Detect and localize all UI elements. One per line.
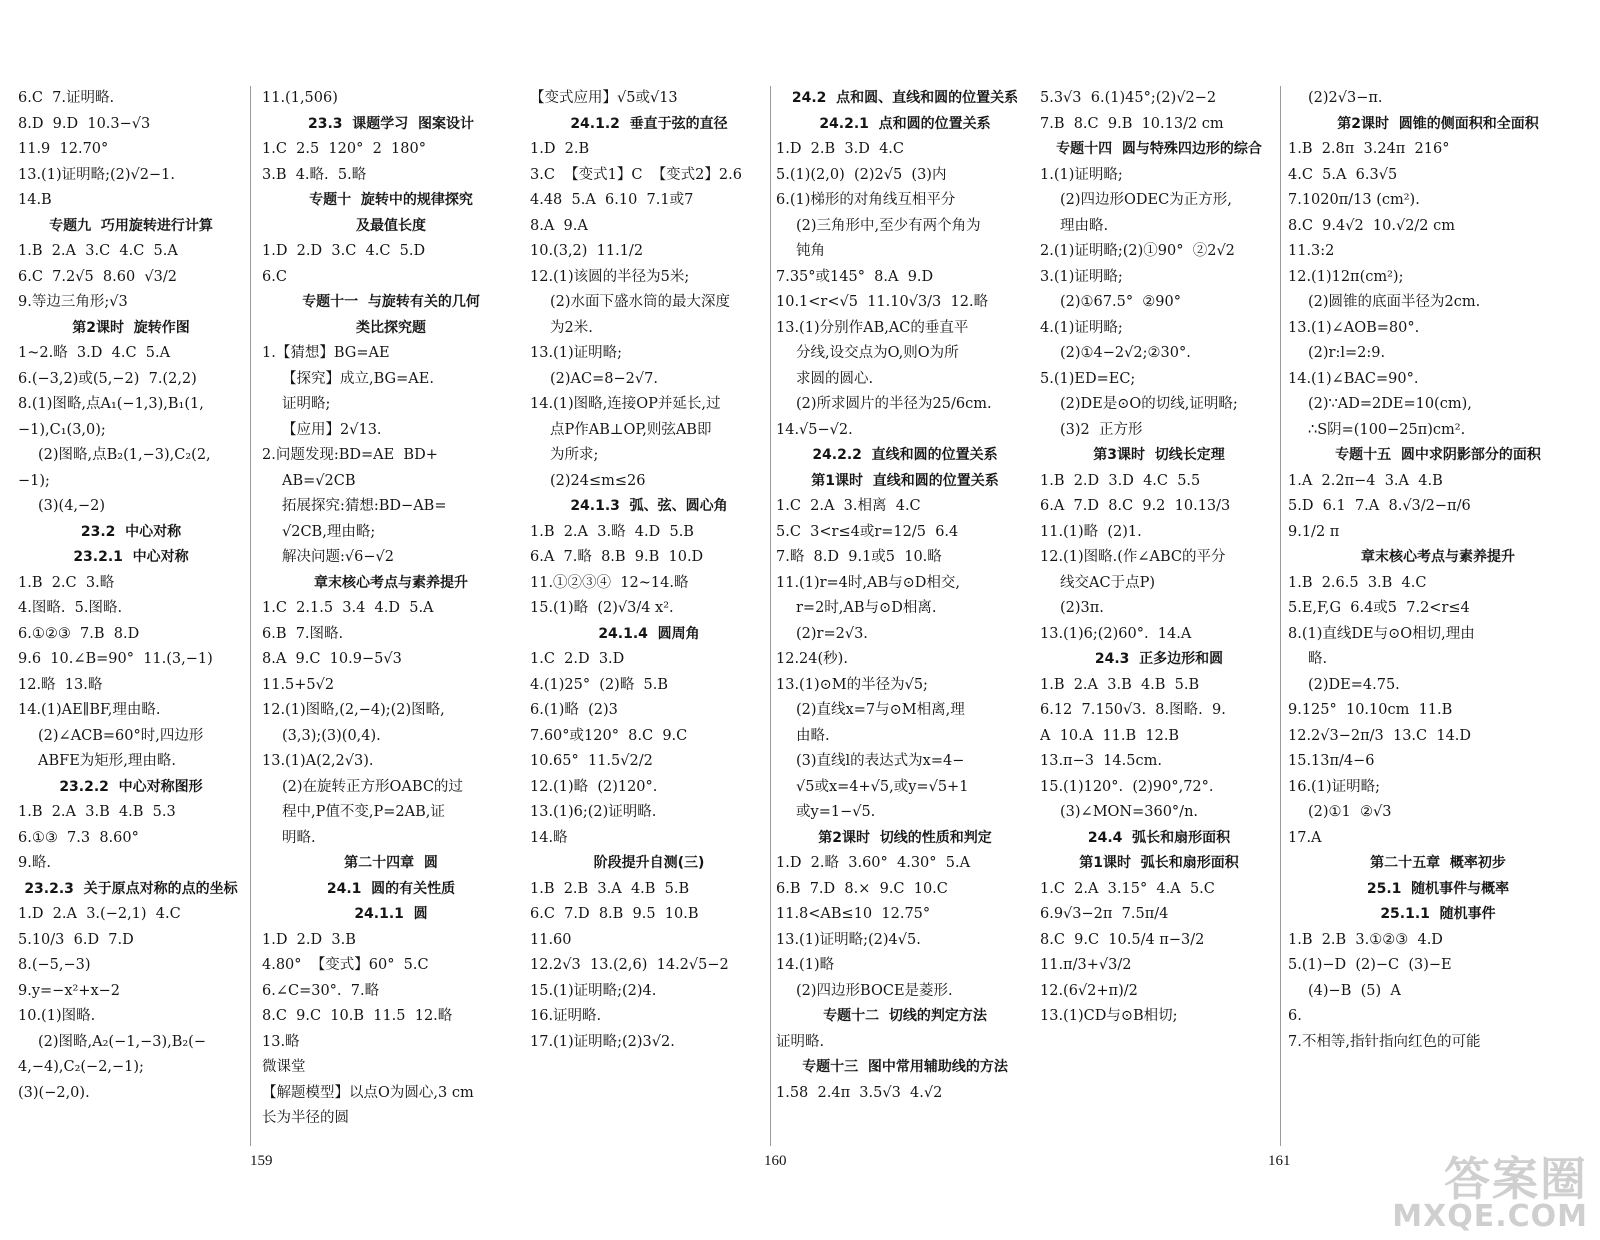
section-heading: 24.2 点和圆、直线和圆的位置关系	[791, 90, 1019, 106]
answer-line: (3,3);(3)(0,4).	[282, 727, 381, 744]
section-heading: 第二十五章 概率初步	[1370, 855, 1506, 871]
answer-line: 5.(1)(2,0) (2)2√5 (3)内	[776, 166, 947, 183]
answer-line: 8.C 9.C 10.5/4 π−3/2	[1040, 931, 1205, 948]
answer-line: 17.A	[1288, 829, 1322, 846]
answer-line: 1.B 2.A 3.B 4.B 5.B	[1040, 676, 1200, 693]
answer-line: 【解题模型】以点O为圆心,3 cm	[262, 1084, 474, 1101]
answer-line: (2)AC=8−2√7.	[550, 370, 658, 387]
answer-line: 或y=1−√5.	[796, 804, 876, 820]
answer-line: 3.C 【变式1】C 【变式2】2.6	[530, 166, 742, 183]
answer-line: 8.C 9.C 10.B 11.5 12.略	[262, 1008, 453, 1024]
answer-line: 1.B 2.D 3.D 4.C 5.5	[1040, 472, 1201, 489]
answer-line: 6.12 7.150√3. 8.图略. 9.	[1040, 702, 1226, 718]
answer-line: 15.(1)证明略;(2)4.	[530, 982, 657, 999]
answer-line: (2)图略,点B₂(1,−3),C₂(2,	[38, 447, 211, 463]
answer-line: 6.B 7.图略.	[262, 625, 344, 642]
answer-line: (2)所求圆片的半径为25/6cm.	[796, 396, 992, 412]
answer-line: 15.13π/4−6	[1288, 753, 1375, 769]
answer-line: 1.B 2.8π 3.24π 216°	[1288, 141, 1450, 157]
answer-line: 12.(6√2+π)/2	[1040, 982, 1138, 999]
section-heading: 阶段提升自测(三)	[593, 855, 705, 871]
section-heading: 专题十四 圆与特殊四边形的综合	[1056, 141, 1262, 157]
answer-line: 4.C 5.A 6.3√5	[1288, 166, 1398, 183]
answer-line: (2)①67.5° ②90°	[1060, 294, 1181, 310]
watermark-title: 答案圈	[1444, 1152, 1588, 1206]
section-heading: 第1课时 直线和圆的位置关系	[811, 472, 999, 489]
section-heading: 24.1 圆的有关性质	[326, 880, 456, 897]
answer-line: 14.略	[530, 829, 568, 846]
answer-line: (2)∵AD=2DE=10(cm),	[1308, 396, 1472, 412]
answer-line: 13.(1)6;(2)60°. 14.A	[1040, 625, 1192, 642]
section-heading: 第二十四章 圆	[344, 855, 438, 871]
answer-line: 6.C 7.证明略.	[18, 90, 115, 106]
answer-line: 11.(1,506)	[262, 90, 338, 106]
answer-line: 5.E,F,G 6.4或5 7.2<r≤4	[1288, 600, 1470, 616]
answer-line: 14.(1)AE∥BF,理由略.	[18, 702, 161, 718]
answer-line: 求圆的圆心.	[796, 370, 874, 387]
answer-line: 1.D 2.B 3.D 4.C	[776, 141, 904, 157]
answer-line: 13.(1)⊙M的半径为√5;	[776, 676, 928, 693]
answer-line: 12.(1)图略,(2,−4);(2)图略,	[262, 702, 445, 718]
answer-line: 4.(1)25° (2)略 5.B	[530, 676, 669, 693]
section-heading: 24.1.2 垂直于弦的直径	[570, 115, 728, 132]
answer-line: 1.D 2.略 3.60° 4.30° 5.A	[776, 855, 971, 871]
section-heading: 第1课时 弧长和扇形面积	[1079, 855, 1239, 871]
section-heading: 专题十二 切线的判定方法	[823, 1008, 987, 1024]
answer-line: 11.5+5√2	[262, 676, 335, 693]
answer-line: 4.48 5.A 6.10 7.1或7	[530, 192, 694, 208]
answer-line: 10.65° 11.5√2/2	[530, 753, 653, 769]
page-number-160: 160	[764, 1153, 787, 1169]
answer-line: 【变式应用】√5或√13	[530, 90, 678, 106]
answer-line: 【应用】2√13.	[282, 421, 382, 438]
answer-line: 证明略.	[776, 1033, 825, 1050]
answer-line: 1.58 2.4π 3.5√3 4.√2	[776, 1084, 943, 1101]
answer-line: 6.(−3,2)或(5,−2) 7.(2,2)	[18, 370, 197, 387]
answer-line: 8.D 9.D 10.3−√3	[18, 115, 151, 132]
answer-line: 7.1020π/13 (cm²).	[1288, 192, 1420, 208]
answer-line: A 10.A 11.B 12.B	[1040, 727, 1180, 744]
answer-line: 5.C 3<r≤4或r=12/5 6.4	[776, 523, 959, 540]
answer-line: 8.(−5,−3)	[18, 957, 91, 973]
answer-line: 线交AC于点P)	[1060, 574, 1155, 591]
watermark-url: MXQE.COM	[1392, 1199, 1588, 1234]
answer-line: 7.35°或145° 8.A 9.D	[776, 268, 934, 285]
answer-line: (2)图略,A₂(−1,−3),B₂(−	[38, 1033, 206, 1050]
section-heading: 专题十五 圆中求阴影部分的面积	[1335, 447, 1541, 463]
answer-column-3	[530, 86, 768, 1160]
answer-line: 1.C 2.D 3.D	[530, 651, 625, 667]
answer-line: (2)①4−2√2;②30°.	[1060, 345, 1191, 361]
answer-line: 16.(1)证明略;	[1288, 778, 1380, 795]
section-heading: 24.2.1 点和圆的位置关系	[819, 115, 991, 132]
answer-line: 5.D 6.1 7.A 8.√3/2−π/6	[1288, 498, 1471, 514]
answer-line: 3.B 4.略. 5.略	[262, 166, 367, 183]
answer-line: (2)r=2√3.	[796, 625, 868, 642]
section-heading: 23.2.1 中心对称	[73, 549, 189, 565]
answer-line: (2)①1 ②√3	[1308, 804, 1392, 820]
answer-line: (3)直线l的表达式为x=4−	[796, 753, 965, 769]
answer-line: 1.D 2.B	[530, 141, 590, 157]
answer-line: 6.C 7.2√5 8.60 √3/2	[18, 268, 177, 285]
answer-line: ∴S阴=(100−25π)cm².	[1308, 421, 1466, 438]
section-heading: 25.1 随机事件与概率	[1366, 880, 1510, 897]
answer-line: 1.B 2.6.5 3.B 4.C	[1288, 574, 1427, 591]
column-divider	[250, 86, 251, 1146]
section-heading: 第2课时 旋转作图	[72, 319, 190, 336]
answer-line: 13.(1)∠AOB=80°.	[1288, 319, 1420, 336]
column-divider	[770, 86, 771, 1146]
answer-column-5	[1040, 86, 1278, 1160]
answer-line: 1.D 2.A 3.(−2,1) 4.C	[18, 906, 181, 922]
answer-line: 8.A 9.A	[530, 217, 588, 234]
watermark-logo	[1392, 1152, 1588, 1234]
answer-line: 3.(1)证明略;	[1040, 268, 1123, 285]
column-divider	[1280, 86, 1281, 1146]
answer-line: −1);	[18, 472, 50, 489]
answer-line: r=2时,AB与⊙D相离.	[796, 600, 937, 616]
answer-line: 13.(1)证明略;(2)√2−1.	[18, 166, 175, 183]
section-heading: 专题十 旋转中的规律探究	[309, 192, 473, 208]
answer-line: 解决问题:√6−√2	[282, 549, 394, 565]
answer-line: (2)r:l=2:9.	[1308, 345, 1386, 361]
answer-line: 10.(1)图略.	[18, 1008, 96, 1024]
answer-line: 4,−4),C₂(−2,−1);	[18, 1059, 144, 1075]
section-heading: 24.1.3 弧、弦、圆心角	[570, 498, 728, 514]
answer-column-6	[1288, 86, 1588, 1160]
answer-line: 1.D 2.D 3.C 4.C 5.D	[262, 243, 426, 259]
answer-line: 11.9 12.70°	[18, 141, 109, 157]
answer-line: 12.(1)该圆的半径为5米;	[530, 268, 690, 285]
answer-line: 12.24(秒).	[776, 651, 848, 667]
answer-line: 13.(1)证明略;(2)4√5.	[776, 931, 921, 948]
answer-line: 13.π−3 14.5cm.	[1040, 753, 1162, 769]
answer-line: AB=√2CB	[282, 472, 356, 489]
answer-line: 9.6 10.∠B=90° 11.(3,−1)	[18, 651, 213, 667]
answer-line: 6.①③ 7.3 8.60°	[18, 829, 139, 846]
answer-line: 为2米.	[550, 319, 593, 336]
answer-line: 12.(1)12π(cm²);	[1288, 268, 1404, 285]
answer-line: 14.(1)图略,连接OP并延长,过	[530, 396, 721, 412]
answer-line: 11.3:2	[1288, 243, 1335, 259]
answer-line: 14.(1)略	[776, 957, 835, 973]
answer-line: (2)2√3−π.	[1308, 90, 1383, 106]
answer-line: 1.B 2.B 3.①②③ 4.D	[1288, 931, 1443, 948]
answer-line: 6.A 7.略 8.B 9.B 10.D	[530, 549, 704, 565]
answer-line: 9.略.	[18, 855, 51, 871]
answer-line: 8.C 9.4√2 10.√2/2 cm	[1288, 217, 1456, 234]
section-heading: 24.1.4 圆周角	[598, 625, 700, 642]
answer-line: 8.A 9.C 10.9−5√3	[262, 651, 402, 667]
answer-line: 10.1<r<√5 11.10√3/3 12.略	[776, 294, 989, 310]
answer-line: 2.问题发现:BD=AE BD+	[262, 447, 438, 463]
answer-line: 4.80° 【变式】60° 5.C	[262, 957, 429, 973]
answer-line: 12.2√3 13.(2,6) 14.2√5−2	[530, 957, 729, 973]
answer-line: 11.(1)r=4时,AB与⊙D相交,	[776, 574, 961, 591]
answer-line: 分线,设交点为O,则O为所	[796, 345, 959, 361]
answer-line: √2CB,理由略;	[282, 523, 376, 540]
answer-line: 11.π/3+√3/2	[1040, 957, 1132, 973]
answer-line: 13.(1)分别作AB,AC的垂直平	[776, 319, 969, 336]
section-heading: 类比探究题	[356, 319, 426, 336]
answer-line: 证明略;	[282, 396, 331, 412]
answer-line: 拓展探究:猜想:BD−AB=	[282, 498, 447, 514]
answer-line: 6.(1)略 (2)3	[530, 702, 618, 718]
section-heading: 24.2.2 直线和圆的位置关系	[812, 447, 998, 463]
answer-line: (2)三角形中,至少有两个角为	[796, 217, 981, 234]
page-number-161: 161	[1268, 1153, 1291, 1169]
section-heading: 专题十一 与旋转有关的几何	[302, 294, 480, 310]
answer-line: 9.y=−x²+x−2	[18, 982, 121, 999]
answer-line: (2)四边形ODEC为正方形,	[1060, 192, 1232, 208]
answer-line: (2)水面下盛水筒的最大深度	[550, 294, 731, 310]
answer-column-2	[262, 86, 520, 1160]
answer-line: 6.C	[262, 268, 287, 285]
answer-line: 7.B 8.C 9.B 10.13/2 cm	[1040, 115, 1224, 132]
section-heading: 23.2 中心对称	[80, 523, 182, 540]
answer-line: 9.1/2 π	[1288, 523, 1340, 540]
section-heading: 25.1.1 随机事件	[1380, 906, 1496, 922]
answer-line: 11.8<AB≤10 12.75°	[776, 906, 931, 922]
answer-line: (3)∠MON=360°/n.	[1060, 804, 1199, 820]
answer-line: 1.B 2.A 3.B 4.B 5.3	[18, 804, 176, 820]
answer-line: 11.60	[530, 931, 572, 948]
answer-line: 1.C 2.A 3.15° 4.A 5.C	[1040, 880, 1215, 897]
answer-line: 点P作AB⊥OP,则弦AB即	[550, 421, 712, 438]
section-heading: 及最值长度	[356, 217, 426, 234]
answer-line: 6.(1)梯形的对角线互相平分	[776, 192, 956, 208]
answer-line: 15.(1)120°. (2)90°,72°.	[1040, 778, 1214, 795]
answer-line: 9.125° 10.10cm 11.B	[1288, 702, 1453, 718]
answer-line: 9.等边三角形;√3	[18, 294, 128, 310]
answer-line: 微课堂	[262, 1059, 306, 1075]
page-number-159: 159	[250, 1153, 273, 1169]
answer-line: (2)直线x=7与⊙M相离,理	[796, 702, 965, 718]
answer-line: 12.(1)略 (2)120°.	[530, 778, 658, 795]
answer-line: (2)DE是⊙O的切线,证明略;	[1060, 396, 1238, 412]
answer-line: (4)−B (5) A	[1308, 982, 1401, 999]
answer-line: 13.(1)A(2,2√3).	[262, 753, 374, 769]
answer-line: (2)∠ACB=60°时,四边形	[38, 727, 204, 744]
answer-line: 略.	[1308, 651, 1328, 667]
section-heading: 专题九 巧用旋转进行计算	[49, 217, 213, 234]
answer-line: 1.A 2.2π−4 3.A 4.B	[1288, 472, 1443, 489]
answer-line: (3)(4,−2)	[38, 498, 106, 514]
answer-line: 8.(1)图略,点A₁(−1,3),B₁(1,	[18, 396, 204, 412]
answer-line: 钝角	[796, 243, 825, 259]
answer-line: 为所求;	[550, 447, 599, 463]
answer-line: 6.∠C=30°. 7.略	[262, 982, 380, 999]
answer-line: 13.(1)证明略;	[530, 345, 622, 361]
answer-line: 5.10/3 6.D 7.D	[18, 931, 134, 948]
answer-line: 2.(1)证明略;(2)①90° ②2√2	[1040, 243, 1235, 259]
answer-line: 14.B	[18, 192, 52, 208]
answer-line: 程中,P值不变,P=2AB,证	[282, 804, 445, 820]
answer-line: (2)在旋转正方形OABC的过	[282, 778, 463, 795]
section-heading: 24.1.1 圆	[354, 906, 428, 922]
answer-line: 6.①②③ 7.B 8.D	[18, 625, 140, 642]
answer-line: 6.B 7.D 8.× 9.C 10.C	[776, 880, 948, 897]
section-heading: 章末核心考点与素养提升	[1361, 549, 1515, 565]
answer-line: 6.9√3−2π 7.5π/4	[1040, 906, 1169, 922]
answer-line: 6.C 7.D 8.B 9.5 10.B	[530, 906, 699, 922]
answer-line: 12.(1)图略.(作∠ABC的平分	[1040, 549, 1226, 565]
answer-line: 1.B 2.B 3.A 4.B 5.B	[530, 880, 690, 897]
answer-line: ABFE为矩形,理由略.	[38, 753, 176, 769]
answer-column-4	[776, 86, 1034, 1160]
answer-line: 1.B 2.C 3.略	[18, 574, 115, 591]
answer-line: √5或x=4+√5,或y=√5+1	[796, 778, 969, 795]
section-heading: 23.2.3 关于原点对称的点的坐标	[24, 880, 238, 897]
answer-line: 明略.	[282, 829, 316, 846]
answer-line: 15.(1)略 (2)√3/4 x².	[530, 600, 674, 616]
section-heading: 第2课时 圆锥的侧面积和全面积	[1337, 115, 1539, 132]
answer-line: 1.C 2.1.5 3.4 4.D 5.A	[262, 600, 434, 616]
answer-line: 4.(1)证明略;	[1040, 319, 1123, 336]
section-heading: 23.2.2 中心对称图形	[59, 778, 203, 795]
answer-line: 12.2√3−2π/3 13.C 14.D	[1288, 727, 1472, 744]
answer-line: 1.C 2.5 120° 2 180°	[262, 141, 426, 157]
answer-line: 1.(1)证明略;	[1040, 166, 1123, 183]
answer-line: 11.①②③④ 12~14.略	[530, 574, 689, 591]
answer-line: 7.60°或120° 8.C 9.C	[530, 727, 688, 744]
section-heading: 章末核心考点与素养提升	[314, 574, 468, 591]
answer-line: 16.证明略.	[530, 1008, 602, 1024]
answer-line: 14.√5−√2.	[776, 421, 853, 438]
answer-line: 13.(1)6;(2)证明略.	[530, 804, 657, 820]
answer-line: 5.(1)−D (2)−C (3)−E	[1288, 957, 1452, 973]
answer-line: 6.	[1288, 1008, 1302, 1024]
answer-line: (3)(−2,0).	[18, 1084, 90, 1101]
section-heading: 专题十三 图中常用辅助线的方法	[802, 1059, 1008, 1075]
answer-line: 7.不相等,指针指向红色的可能	[1288, 1033, 1481, 1050]
answer-line: (2)四边形BOCE是菱形.	[796, 982, 953, 999]
answer-line: 13.(1)CD与⊙B相切;	[1040, 1008, 1178, 1024]
answer-line: 1.B 2.A 3.略 4.D 5.B	[530, 523, 694, 540]
answer-line: 1.C 2.A 3.相离 4.C	[776, 498, 921, 514]
answer-line: 【探究】成立,BG=AE.	[282, 370, 434, 387]
answer-line: (2)24≤m≤26	[550, 472, 646, 489]
answer-line: 17.(1)证明略;(2)3√2.	[530, 1033, 675, 1050]
answer-line: 4.图略. 5.图略.	[18, 600, 123, 616]
answer-line: 1~2.略 3.D 4.C 5.A	[18, 345, 171, 361]
answer-line: 12.略 13.略	[18, 676, 103, 693]
section-heading: 23.3 课题学习 图案设计	[307, 115, 475, 132]
section-heading: 24.3 正多边形和圆	[1094, 651, 1224, 667]
section-heading: 第3课时 切线长定理	[1093, 447, 1225, 463]
answer-line: 6.A 7.D 8.C 9.2 10.13/3	[1040, 498, 1231, 514]
answer-line: −1),C₁(3,0);	[18, 421, 106, 438]
section-heading: 第2课时 切线的性质和判定	[818, 829, 992, 846]
answer-line: 1.B 2.A 3.C 4.C 5.A	[18, 243, 178, 259]
answer-line: 8.(1)直线DE与⊙O相切,理由	[1288, 625, 1475, 642]
answer-line: 14.(1)∠BAC=90°.	[1288, 370, 1419, 387]
answer-line: 11.(1)略 (2)1.	[1040, 523, 1142, 540]
answer-line: 1.D 2.D 3.B	[262, 931, 356, 948]
answer-line: 7.略 8.D 9.1或5 10.略	[776, 549, 942, 565]
answer-line: 1.【猜想】BG=AE	[262, 345, 390, 361]
answer-line: 由略.	[796, 727, 830, 744]
answer-line: (2)3π.	[1060, 600, 1104, 616]
answer-line: 理由略.	[1060, 217, 1109, 234]
answer-line: (2)DE=4.75.	[1308, 676, 1400, 693]
answer-line: 13.略	[262, 1033, 300, 1050]
answer-line: 长为半径的圆	[262, 1110, 349, 1126]
answer-line: (2)圆锥的底面半径为2cm.	[1308, 294, 1481, 310]
answer-line: (3)2 正方形	[1060, 421, 1143, 438]
answer-line: 10.(3,2) 11.1/2	[530, 243, 644, 259]
answer-column-1	[18, 86, 244, 1160]
answer-line: 5.3√3 6.(1)45°;(2)√2−2	[1040, 90, 1217, 106]
section-heading: 24.4 弧长和扇形面积	[1087, 829, 1231, 846]
answer-line: 5.(1)ED=EC;	[1040, 370, 1136, 387]
